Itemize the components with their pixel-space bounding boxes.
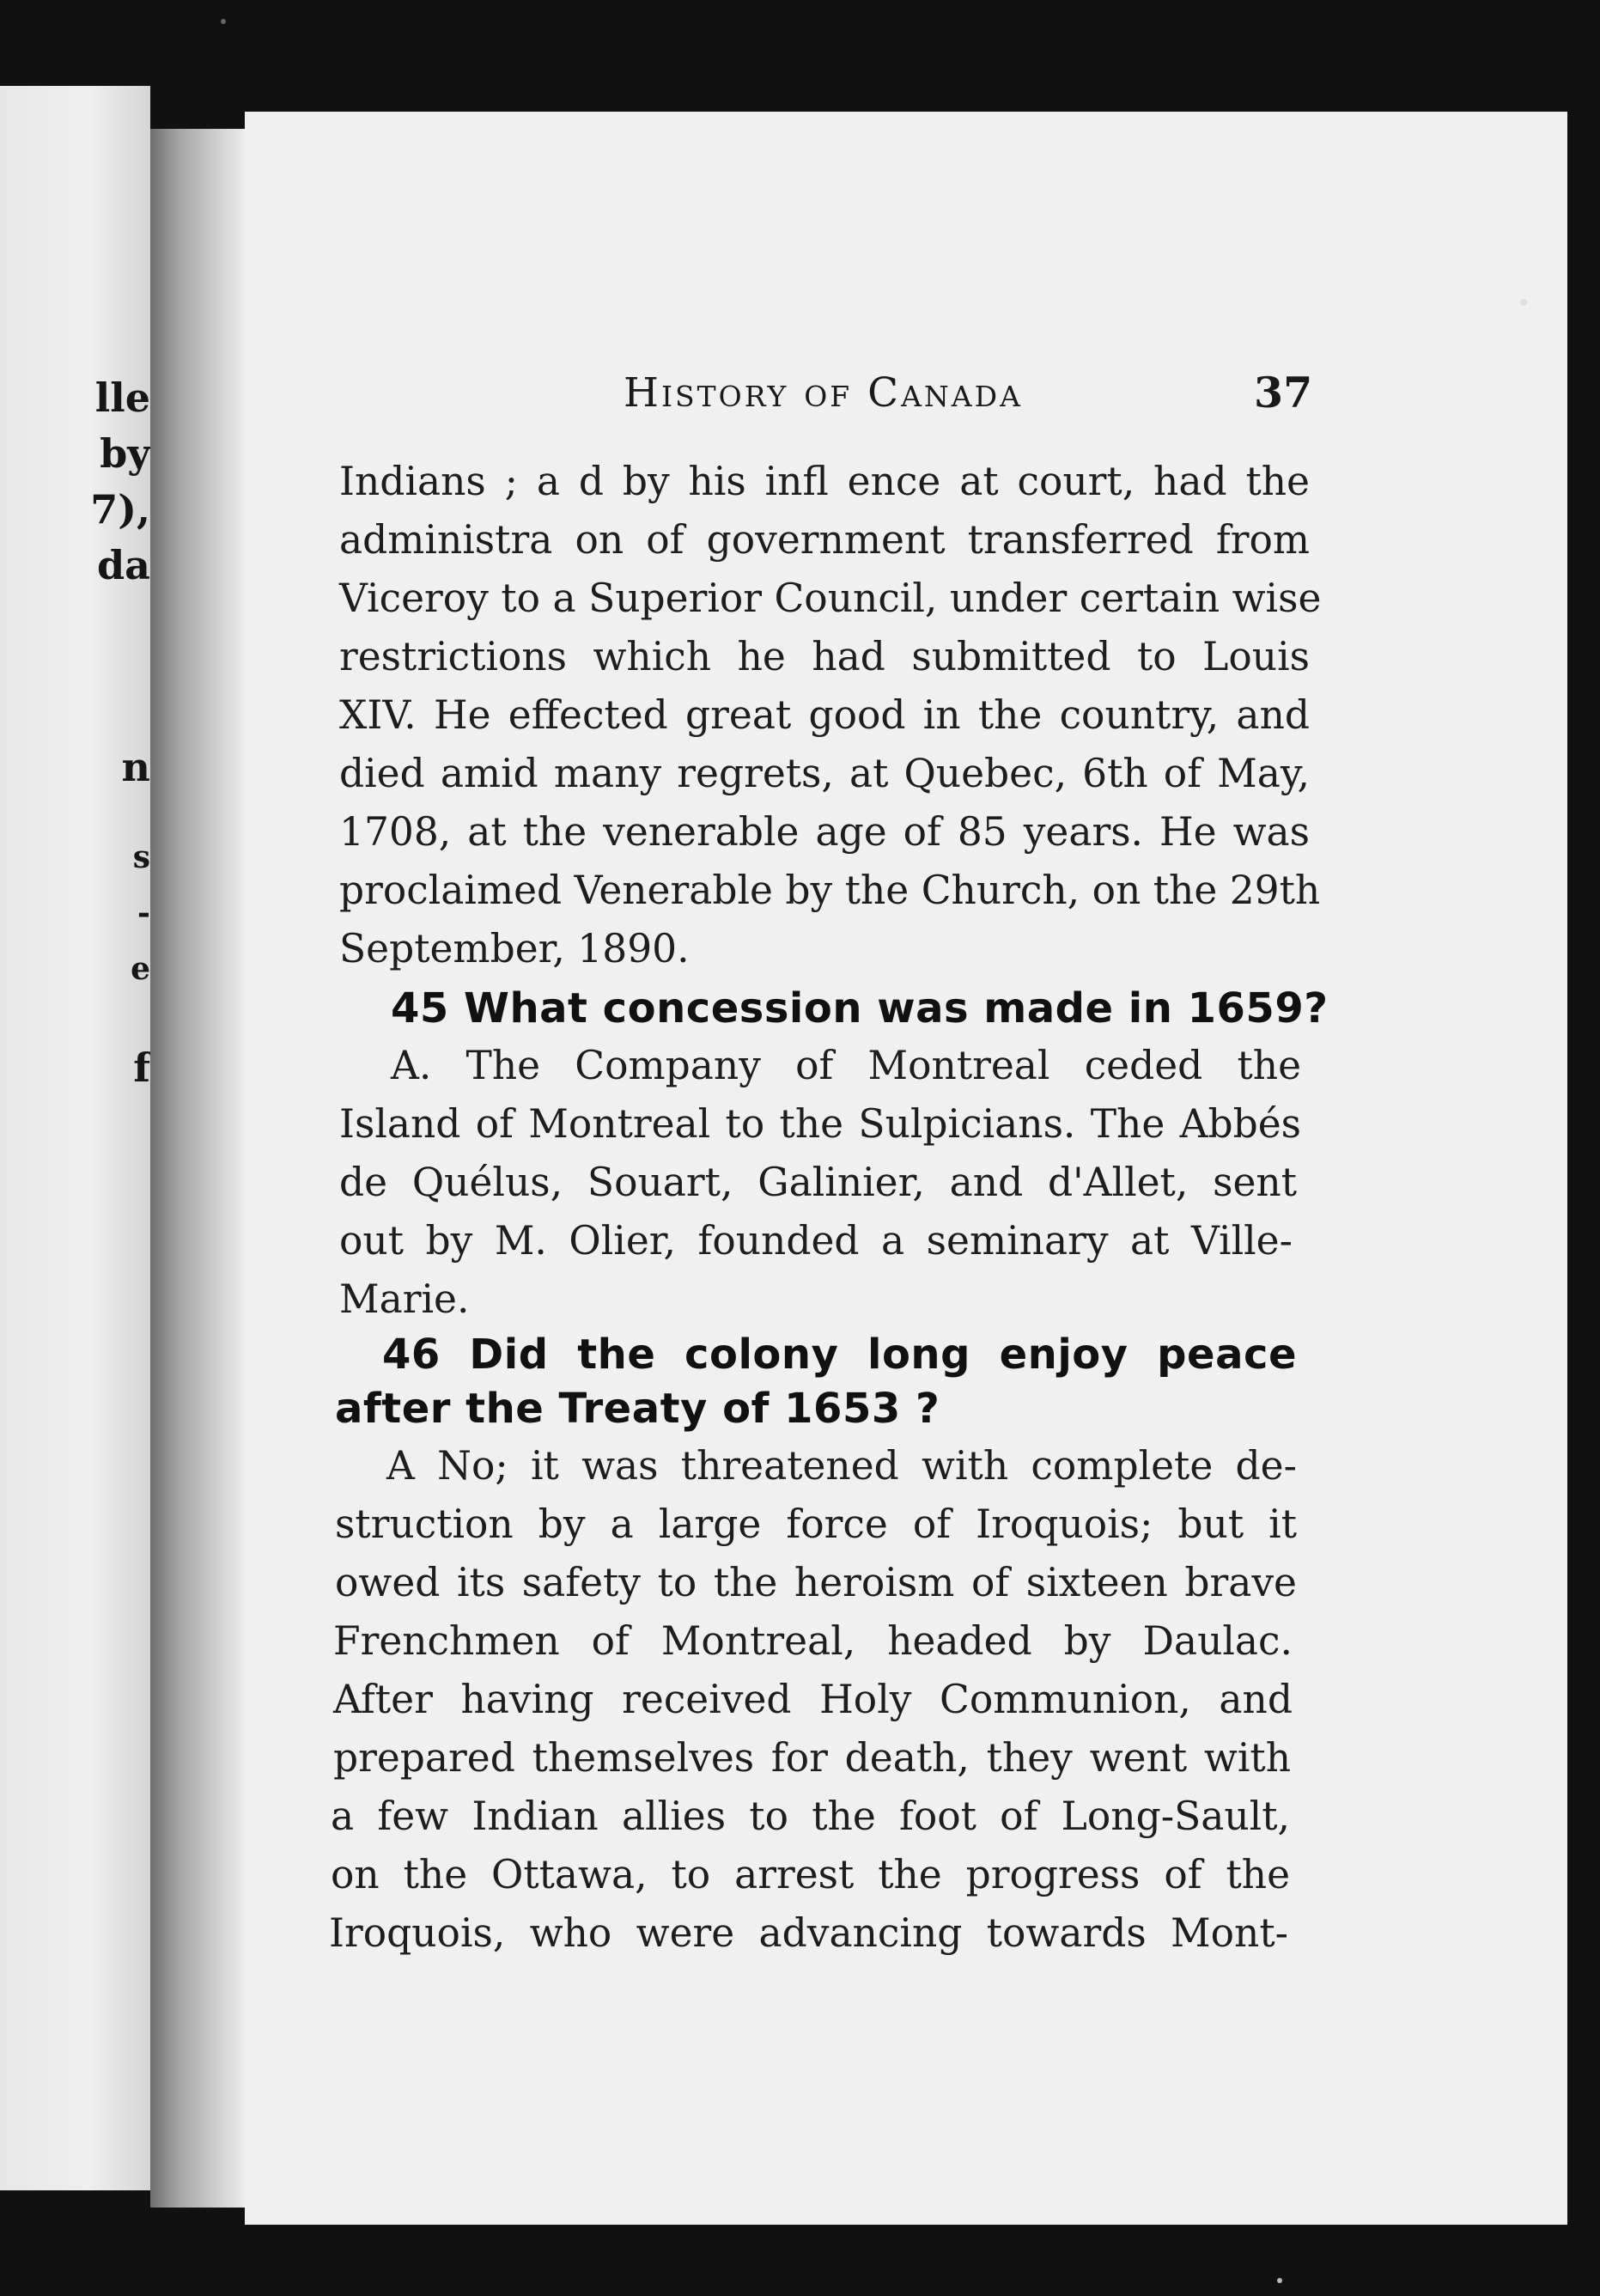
question-46-heading: 46 Did the colony long enjoy peace [382, 1331, 1297, 1379]
text-line: proclaimed Venerable by the Church, on the 29th [339, 868, 1321, 913]
answer-46-line: a few Indian allies to the foot of Long-Sault, [331, 1794, 1290, 1839]
answer-46-line: owed its safety to the heroism of sixteen brave [335, 1560, 1297, 1605]
page-number: 37 [1254, 368, 1313, 417]
answer-45-line: out by M. Olier, founded a seminary at Ville- [339, 1218, 1293, 1264]
text-line: September, 1890. [339, 926, 690, 971]
answer-46-line: struction by a large force of Iroquois; but it [335, 1501, 1297, 1547]
left-fragment: da [97, 542, 150, 588]
answer-45-line: Island of Montreal to the Sulpicians. The Abbés [339, 1101, 1301, 1147]
left-fragment: n [121, 744, 150, 790]
text-line: died amid many regrets, at Quebec, 6th of May, [339, 751, 1310, 796]
text-line: 1708, at the venerable age of 85 years. He was [339, 809, 1310, 855]
text-line: administra on of government transferred from [339, 517, 1310, 563]
answer-46-line: prepared themselves for death, they went with [333, 1735, 1291, 1781]
text-line: Indians ; a d by his infl ence at court, had the [339, 459, 1310, 504]
text-line: restrictions which he had submitted to Louis [339, 634, 1310, 679]
answer-46-line: Iroquois, who were advancing towards Mont- [329, 1910, 1288, 1956]
left-fragment: s [132, 839, 150, 875]
answer-45-line: A. The Company of Montreal ceded the [391, 1043, 1301, 1088]
left-fragment: by [100, 430, 150, 477]
left-fragment: lle [94, 375, 150, 421]
answer-46-line: After having received Holy Communion, and [333, 1677, 1293, 1722]
running-title: History of Canada [624, 369, 1023, 417]
question-45-heading: 45 What concession was made in 1659? [391, 984, 1329, 1032]
answer-45-line: de Quélus, Souart, Galinier, and d'Allet, sent [339, 1160, 1297, 1205]
text-line: Viceroy to a Superior Council, under certain wise [339, 576, 1322, 621]
answer-46-line: Frenchmen of Montreal, headed by Daulac. [333, 1618, 1293, 1664]
left-fragment: e [131, 951, 150, 987]
text-line: XIV. He effected great good in the country, and [339, 692, 1310, 738]
left-fragment: f [133, 1044, 150, 1091]
answer-46-line: on the Ottawa, to arrest the progress of the [331, 1852, 1290, 1897]
answer-46-line: A No; it was threatened with complete de- [386, 1443, 1297, 1489]
answer-45-line: Marie. [339, 1276, 470, 1322]
left-fragment: 7), [90, 486, 150, 533]
left-fragment: - [137, 895, 150, 931]
question-46-heading-cont: after the Treaty of 1653 ? [335, 1385, 940, 1433]
